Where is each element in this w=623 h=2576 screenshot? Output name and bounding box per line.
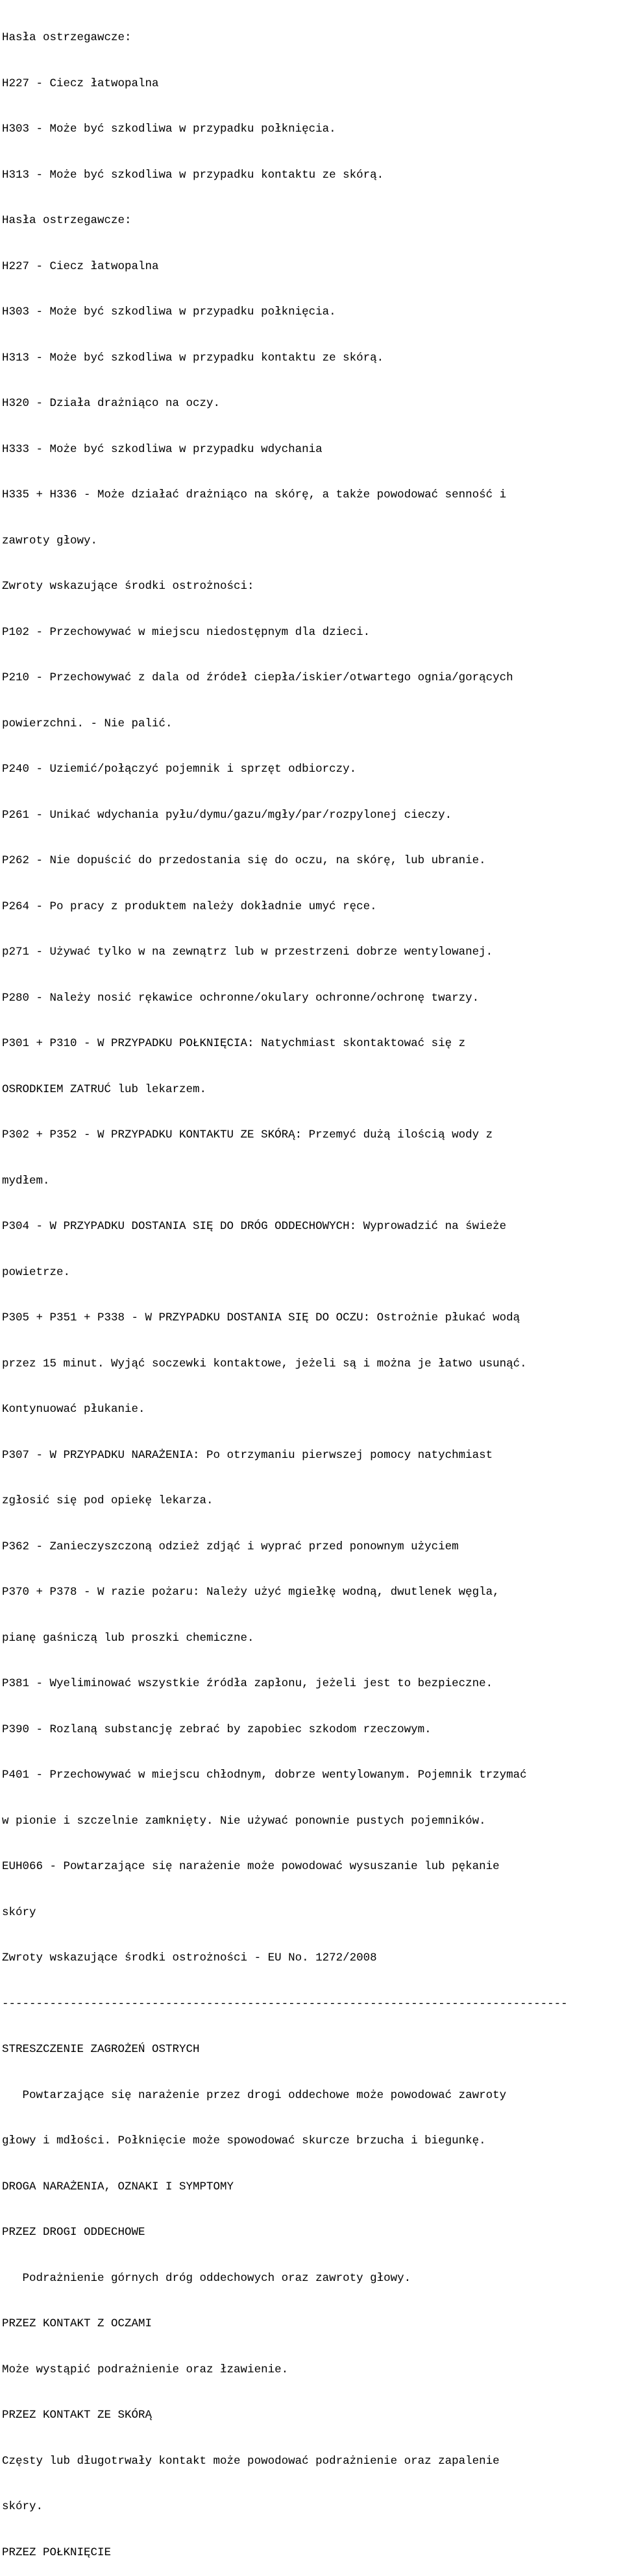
- text-line: P301 + P310 - W PRZYPADKU POŁKNIĘCIA: Natychmiast skontaktować się z: [2, 1037, 466, 1050]
- text-line: P381 - Wyeliminować wszystkie źródła zapłonu, jeżeli jest to bezpieczne.: [2, 1677, 493, 1690]
- text-line: P262 - Nie dopuścić do przedostania się do oczu, na skórę, lub ubranie.: [2, 854, 486, 867]
- text-line: Kontynuować płukanie.: [2, 1403, 145, 1416]
- text-line: P210 - Przechowywać z dala od źródeł ciepła/iskier/otwartego ognia/gorących: [2, 671, 513, 684]
- text-line: P240 - Uziemić/połączyć pojemnik i sprzęt odbiorczy.: [2, 763, 357, 776]
- text-line: P261 - Unikać wdychania pyłu/dymu/gazu/mgły/par/rozpylonej cieczy.: [2, 808, 452, 822]
- text-line: Podrażnienie górnych dróg oddechowych oraz zawroty głowy.: [2, 2271, 411, 2285]
- text-line: P370 + P378 - W razie pożaru: Należy użyć mgiełkę wodną, dwutlenek węgla,: [2, 1586, 500, 1599]
- text-line: Częsty lub długotrwały kontakt może powodować podrażnienie oraz zapalenie: [2, 2454, 500, 2468]
- text-line: P264 - Po pracy z produktem należy dokładnie umyć ręce.: [2, 900, 377, 913]
- text-line: P362 - Zanieczyszczoną odzież zdjąć i wyprać przed ponownym użyciem: [2, 1540, 459, 1553]
- subsection-heading: PRZEZ DROGI ODDECHOWE: [2, 2226, 145, 2239]
- section-heading: STRESZCZENIE ZAGROŻEŃ OSTRYCH: [2, 2043, 200, 2056]
- text-line: zawroty głowy.: [2, 534, 98, 547]
- text-line: przez 15 minut. Wyjąć soczewki kontaktowe, jeżeli są i można je łatwo usunąć.: [2, 1357, 527, 1370]
- text-line: H303 - Może być szkodliwa w przypadku połknięcia.: [2, 123, 336, 136]
- text-line: P102 - Przechowywać w miejscu niedostępnym dla dzieci.: [2, 625, 371, 639]
- text-line: mydłem.: [2, 1174, 50, 1187]
- text-line: H313 - Może być szkodliwa w przypadku kontaktu ze skórą.: [2, 168, 384, 182]
- text-line: H227 - Ciecz łatwopalna: [2, 259, 159, 273]
- text-line: P280 - Należy nosić rękawice ochronne/okulary ochronne/ochronę twarzy.: [2, 991, 480, 1005]
- text-line: w pionie i szczelnie zamknięty. Nie używać ponownie pustych pojemników.: [2, 1814, 486, 1828]
- text-line: Może wystąpić podrażnienie oraz łzawienie.: [2, 2363, 289, 2376]
- text-line: powietrze.: [2, 1265, 71, 1279]
- text-line: Hasła ostrzegawcze:: [2, 31, 132, 44]
- text-line: Hasła ostrzegawcze:: [2, 214, 132, 227]
- text-line: H320 - Działa drażniąco na oczy.: [2, 397, 221, 410]
- text-line: OSRODKIEM ZATRUĆ lub lekarzem.: [2, 1082, 207, 1096]
- text-line: H313 - Może być szkodliwa w przypadku kontaktu ze skórą.: [2, 351, 384, 364]
- text-line: EUH066 - Powtarzające się narażenie może powodować wysuszanie lub pękanie: [2, 1860, 500, 1873]
- text-line: P302 + P352 - W PRZYPADKU KONTAKTU ZE SKÓRĄ: Przemyć dużą ilością wody z: [2, 1128, 493, 1141]
- divider: -----------------------------------------------------------------------------------: [2, 1997, 568, 2010]
- text-line: P401 - Przechowywać w miejscu chłodnym, dobrze wentylowanym. Pojemnik trzymać: [2, 1769, 527, 1782]
- text-line: P304 - W PRZYPADKU DOSTANIA SIĘ DO DRÓG ODDECHOWYCH: Wyprowadzić na świeże: [2, 1220, 507, 1233]
- text-line: H335 + H336 - Może działać drażniąco na skórę, a także powodować senność i: [2, 488, 507, 501]
- text-line: zgłosić się pod opiekę lekarza.: [2, 1494, 214, 1507]
- section-heading: DROGA NARAŻENIA, OZNAKI I SYMPTOMY: [2, 2180, 234, 2193]
- subsection-heading: PRZEZ KONTAKT Z OCZAMI: [2, 2317, 153, 2330]
- text-line: H227 - Ciecz łatwopalna: [2, 77, 159, 90]
- text-line: Zwroty wskazujące środki ostrożności:: [2, 580, 254, 593]
- text-line: głowy i mdłości. Połknięcie może spowodować skurcze brzucha i biegunkę.: [2, 2134, 486, 2147]
- subsection-heading: PRZEZ POŁKNIĘCIE: [2, 2546, 112, 2559]
- text-line: powierzchni. - Nie palić.: [2, 717, 173, 730]
- text-line: P305 + P351 + P338 - W PRZYPADKU DOSTANIA SIĘ DO OCZU: Ostrożnie płukać wodą: [2, 1311, 520, 1324]
- text-line: Zwroty wskazujące środki ostrożności - EU No. 1272/2008: [2, 1951, 377, 1964]
- text-line: H303 - Może być szkodliwa w przypadku połknięcia.: [2, 305, 336, 318]
- text-line: Powtarzające się narażenie przez drogi oddechowe może powodować zawroty: [2, 2088, 507, 2102]
- text-line: H333 - Może być szkodliwa w przypadku wdychania: [2, 442, 323, 456]
- text-line: skóry: [2, 1905, 36, 1919]
- text-line: P307 - W PRZYPADKU NARAŻENIA: Po otrzymaniu pierwszej pomocy natychmiast: [2, 1448, 493, 1462]
- text-line: skóry.: [2, 2500, 43, 2513]
- text-line: P390 - Rozlaną substancję zebrać by zapobiec szkodom rzeczowym.: [2, 1723, 432, 1736]
- subsection-heading: PRZEZ KONTAKT ZE SKÓRĄ: [2, 2409, 153, 2422]
- text-line: pianę gaśniczą lub proszki chemiczne.: [2, 1631, 254, 1645]
- text-line: p271 - Używać tylko w na zewnątrz lub w przestrzeni dobrze wentylowanej.: [2, 946, 493, 959]
